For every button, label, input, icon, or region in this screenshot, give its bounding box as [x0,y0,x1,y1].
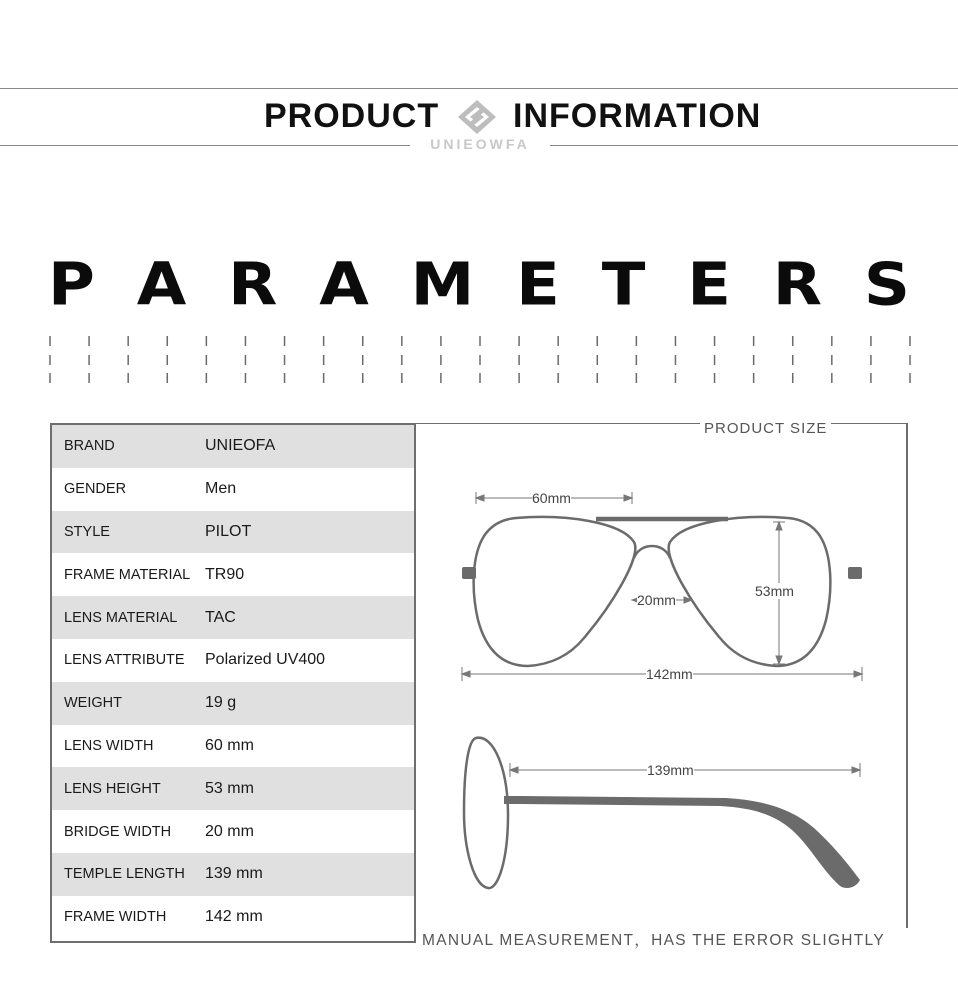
row-label: BRAND [64,438,115,455]
table-row [52,896,414,939]
frame-width-label: 142mm [646,666,693,682]
table-row [52,511,414,554]
table-row [52,725,414,768]
parameters-title [48,250,910,320]
table-row [52,810,414,853]
table-row [52,767,414,810]
row-label: LENS MATERIAL [64,609,178,626]
row-value: Polarized UV400 [205,651,326,669]
decorative-tick-marks [48,336,912,384]
parameters-letter: E [687,250,731,320]
row-value: 53 mm [205,779,254,797]
row-value: TAC [205,608,236,626]
header-title-right: INFORMATION [513,97,762,135]
row-label: BRIDGE WIDTH [64,823,172,840]
temple-length-label: 139mm [647,762,694,778]
row-value: 60 mm [205,736,254,754]
diamond-logo-icon [456,98,498,136]
header-bottom-rule-left [0,145,412,146]
table-row [52,468,414,511]
table-row [52,553,414,596]
glasses-side-diagram [416,730,876,900]
row-value: 139 mm [205,865,263,883]
row-label: FRAME WIDTH [64,909,167,926]
table-row [52,425,414,468]
row-label: FRAME MATERIAL [64,566,191,583]
table-row [52,639,414,682]
header-title-left: PRODUCT [264,97,440,135]
parameters-letter: A [136,250,187,320]
side-frame-outline [464,738,508,888]
brand-wordmark: UNIEOWFA [410,136,550,152]
parameters-letter: E [516,250,560,320]
row-value: PILOT [205,522,252,540]
parameters-letter: R [228,250,278,320]
parameters-letter: R [772,250,823,320]
parameters-letter: S [863,250,910,320]
row-value: Men [205,480,237,498]
row-label: LENS ATTRIBUTE [64,652,185,669]
right-hinge [848,567,862,579]
table-row [52,682,414,725]
spec-table [50,423,416,943]
lens-height-label: 53mm [755,583,794,599]
row-label: WEIGHT [64,695,122,712]
left-hinge [462,567,476,579]
measurement-disclaimer: MANUAL MEASUREMENT，HAS THE ERROR SLIGHTLY [422,932,885,949]
row-value: UNIEOFA [205,437,276,455]
row-value: TR90 [205,565,245,583]
product-size-title: PRODUCT SIZE [700,420,831,437]
row-label: LENS HEIGHT [64,780,161,797]
row-value: 19 g [205,694,237,712]
parameters-letter: M [410,250,475,320]
temple-arm [504,796,860,888]
header-bottom-rule-right [541,145,958,146]
row-label: GENDER [64,481,127,498]
row-label: LENS WIDTH [64,737,154,754]
parameters-letter: P [48,250,95,320]
row-label: STYLE [64,523,110,540]
row-value: 20 mm [205,822,254,840]
header-top-rule [0,88,958,89]
parameters-letter: A [319,250,369,320]
table-row [52,853,414,896]
table-row [52,596,414,639]
row-value: 142 mm [205,908,263,926]
parameters-letter: T [601,250,646,320]
row-label: TEMPLE LENGTH [64,866,185,883]
bridge-width-label: 20mm [637,592,676,608]
lens-width-label: 60mm [532,490,571,506]
